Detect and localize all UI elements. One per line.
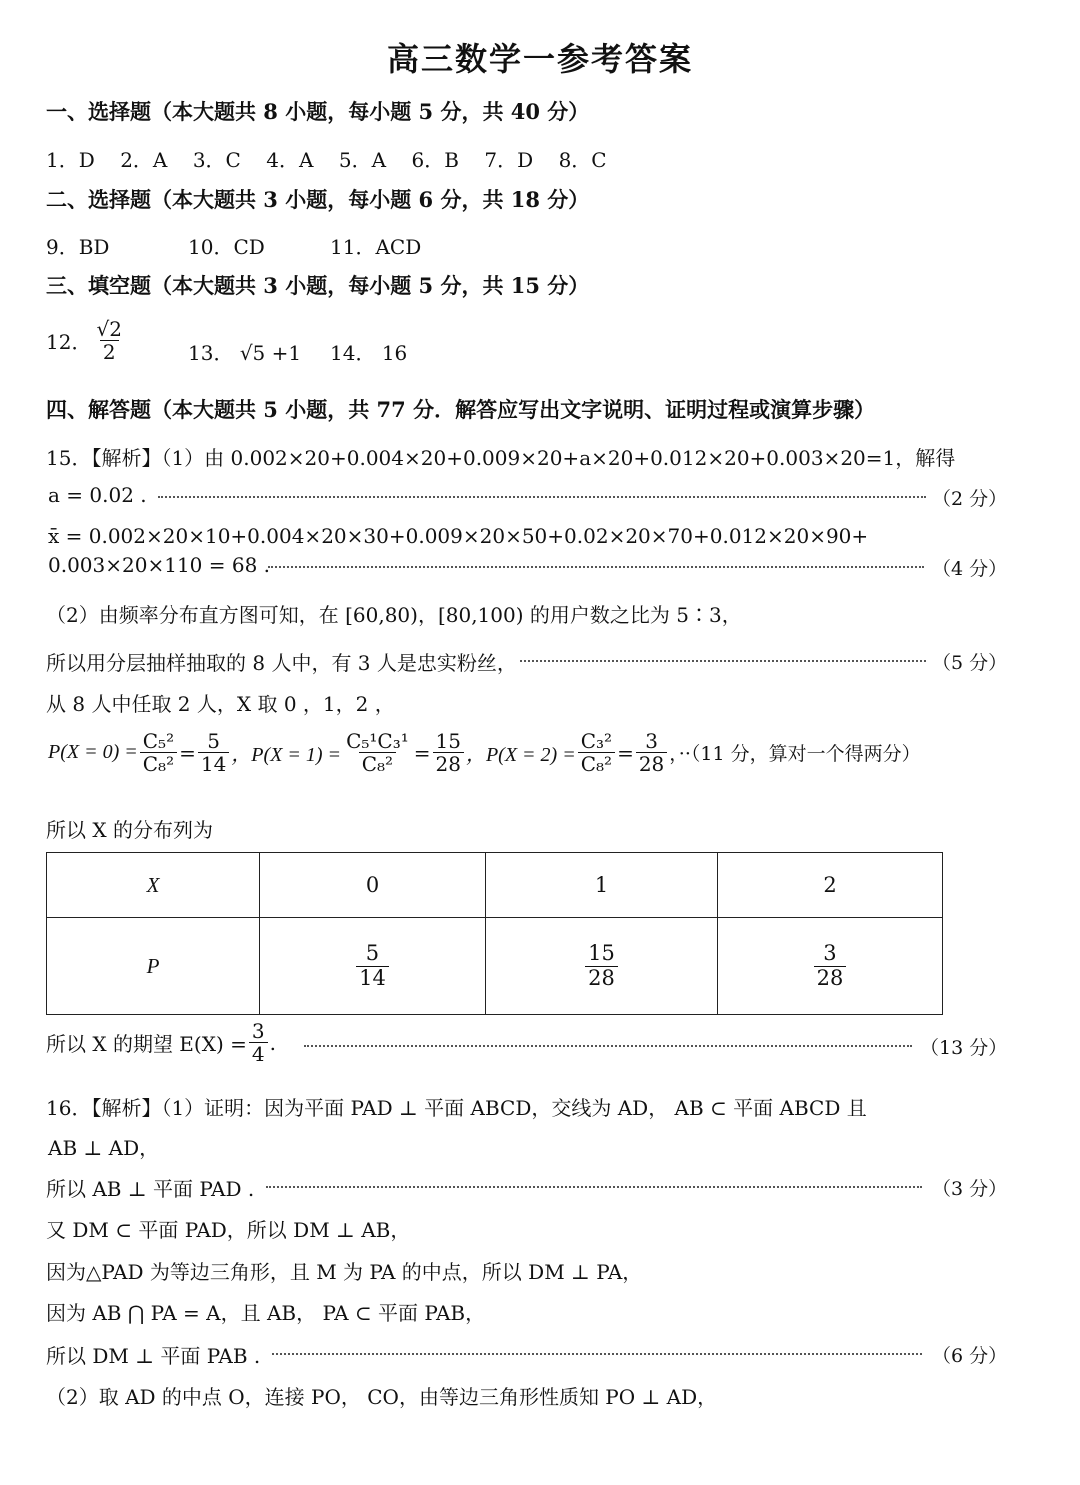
answer-item: 8．C xyxy=(558,148,607,172)
numerator: 5 xyxy=(365,941,380,966)
q15-line-5: （2）由频率分布直方图可知，在 [60,80)，[80,100) 的用户数之比为 5∶3， xyxy=(46,603,742,627)
expectation-line xyxy=(46,1020,276,1065)
answer-item: 2．A xyxy=(120,148,168,172)
answer-value: 16 xyxy=(381,341,408,365)
score-mark: （5 分） xyxy=(932,652,1008,674)
answer-item: 9．BD xyxy=(46,235,110,259)
q16-line-2: AB ⊥ AD， xyxy=(48,1136,160,1160)
fraction xyxy=(585,942,618,989)
choice-answers xyxy=(46,144,607,173)
denominator: C₈² xyxy=(359,752,396,775)
score-mark: （4 分） xyxy=(932,558,1008,580)
q16-line-5: 因为△PAD 为等边三角形，且 M 为 PA 的中点，所以 DM ⊥ PA， xyxy=(46,1260,643,1284)
fraction xyxy=(814,942,847,989)
score-mark: （13 分） xyxy=(920,1037,1008,1059)
answer-item: 4．A xyxy=(266,148,314,172)
period: . xyxy=(269,1030,276,1055)
q16-line-6: 因为 AB ⋂ PA = A，且 AB， PA ⊂ 平面 PAB， xyxy=(46,1301,486,1325)
equals-sign: = xyxy=(413,740,431,765)
q15-line-6: 所以用分层抽样抽取的 8 人中，有 3 人是忠实粉丝， xyxy=(46,651,517,675)
q15-line-7: 从 8 人中任取 2 人，X 取 0 ，1，2 ， xyxy=(46,692,395,716)
numerator: C₅² xyxy=(142,729,175,753)
denominator: 28 xyxy=(814,966,847,990)
q16-line-4: 又 DM ⊂ 平面 PAD，所以 DM ⊥ AB， xyxy=(46,1218,411,1242)
numerator: 15 xyxy=(588,941,615,966)
numerator: 3 xyxy=(823,941,837,966)
table-row xyxy=(47,918,943,1015)
numerator: C₅¹C₃¹ xyxy=(346,729,409,753)
table-cell: 0 xyxy=(260,853,486,918)
leader-dots xyxy=(158,496,926,498)
q16-line-7: 所以 DM ⊥ 平面 PAB . xyxy=(46,1344,261,1368)
leader-dots xyxy=(272,1353,922,1355)
fill-answer-14 xyxy=(330,337,407,366)
fraction xyxy=(433,730,464,775)
denominator: 28 xyxy=(585,966,618,990)
leader-dots xyxy=(304,1045,912,1047)
distribution-table xyxy=(46,852,943,1015)
fraction xyxy=(249,1020,268,1065)
numerator: √2 xyxy=(96,317,122,341)
table-cell: 2 xyxy=(718,853,943,918)
score-mark: （2 分） xyxy=(932,488,1008,510)
leader-dots xyxy=(266,1186,922,1188)
numerator: 3 xyxy=(645,729,658,753)
answer-item: 6．B xyxy=(411,148,459,172)
numerator: C₃² xyxy=(580,729,613,753)
leader-dots xyxy=(520,660,926,662)
q15-line-2: a = 0.02 . xyxy=(48,483,147,507)
table-cell xyxy=(486,918,718,1015)
question-label: 13． xyxy=(188,341,234,365)
section-heading-fill: 三、填空题（本大题共 3 小题，每小题 5 分，共 15 分） xyxy=(46,273,590,298)
table-cell xyxy=(260,918,486,1015)
denominator: 28 xyxy=(433,752,464,775)
score-mark: （6 分） xyxy=(932,1345,1008,1367)
answer-item: 1．D xyxy=(46,148,95,172)
section-heading-choice: 一、选择题（本大题共 8 小题，每小题 5 分，共 40 分） xyxy=(46,99,590,124)
fraction xyxy=(636,730,667,775)
score-mark: ，··（11 分，算对一个得两分） xyxy=(669,743,921,765)
question-label: 14． xyxy=(330,341,376,365)
table-cell: X xyxy=(47,853,260,918)
answer-item: 11．ACD xyxy=(330,235,422,259)
expectation-label: 所以 X 的期望 E(X) = xyxy=(46,1032,247,1056)
answer-item: 3．C xyxy=(192,148,241,172)
q15-line-4: 0.003×20×110 = 68 . xyxy=(48,553,271,577)
q15-line-1: 15．【解析】（1）由 0.002×20+0.004×20+0.009×20+a×20+0.012×20+0.003×20=1，解得 xyxy=(46,446,956,470)
numerator: 5 xyxy=(207,729,220,753)
q15-line-8: 所以 X 的分布列为 xyxy=(46,818,213,842)
prob-label: P(X = 0) = xyxy=(48,741,138,763)
answer-item: 5．A xyxy=(338,148,387,172)
q15-line-3: x̄ = 0.002×20×10+0.004×20×30+0.009×20×50+0.02×20×70+0.012×20×90+ xyxy=(48,524,869,548)
leader-dots xyxy=(268,566,924,568)
table-row xyxy=(47,853,943,918)
equals-sign: = xyxy=(617,740,634,765)
fraction xyxy=(93,318,124,363)
denominator: 14 xyxy=(198,752,229,775)
q16-line-8: （2）取 AD 的中点 O，连接 PO， CO，由等边三角形性质知 PO ⊥ AD， xyxy=(46,1385,718,1409)
answer-item: 7．D xyxy=(484,148,534,172)
numerator: 3 xyxy=(251,1019,265,1043)
page-title: 高三数学一参考答案 xyxy=(386,40,693,78)
fraction xyxy=(578,730,615,775)
denominator: C₈² xyxy=(578,752,615,775)
fill-answer-13 xyxy=(188,337,301,366)
probability-line xyxy=(48,730,921,775)
question-label: 12． xyxy=(46,330,92,354)
denominator: C₈² xyxy=(140,752,177,775)
q16-line-1: 16．【解析】（1）证明：因为平面 PAD ⊥ 平面 ABCD，交线为 AD， AB ⊂ 平面 ABCD 且 xyxy=(46,1096,867,1120)
section-heading-multi: 二、选择题（本大题共 3 小题，每小题 6 分，共 18 分） xyxy=(46,187,590,212)
table-cell: P xyxy=(47,918,260,1015)
answer-value: √5 +1 xyxy=(239,341,302,365)
q16-line-3: 所以 AB ⊥ 平面 PAD . xyxy=(46,1177,255,1201)
fraction xyxy=(356,942,389,989)
fraction xyxy=(343,730,412,775)
fraction xyxy=(198,730,229,775)
denominator: 14 xyxy=(356,966,389,990)
fill-answer-12 xyxy=(46,318,127,363)
answer-item: 10．CD xyxy=(188,235,265,259)
prob-label: ，P(X = 2) = xyxy=(465,744,576,766)
denominator: 2 xyxy=(100,340,119,363)
numerator: 15 xyxy=(435,729,461,753)
table-cell: 1 xyxy=(486,853,718,918)
fraction xyxy=(140,730,177,775)
denominator: 28 xyxy=(636,752,667,775)
equals-sign: = xyxy=(179,740,196,765)
prob-label: ，P(X = 1) = xyxy=(231,744,342,766)
table-cell xyxy=(718,918,943,1015)
denominator: 4 xyxy=(249,1042,268,1065)
score-mark: （3 分） xyxy=(932,1178,1008,1200)
section-heading-solutions: 四、解答题（本大题共 5 小题，共 77 分．解答应写出文字说明、证明过程或演算步骤） xyxy=(46,397,876,422)
